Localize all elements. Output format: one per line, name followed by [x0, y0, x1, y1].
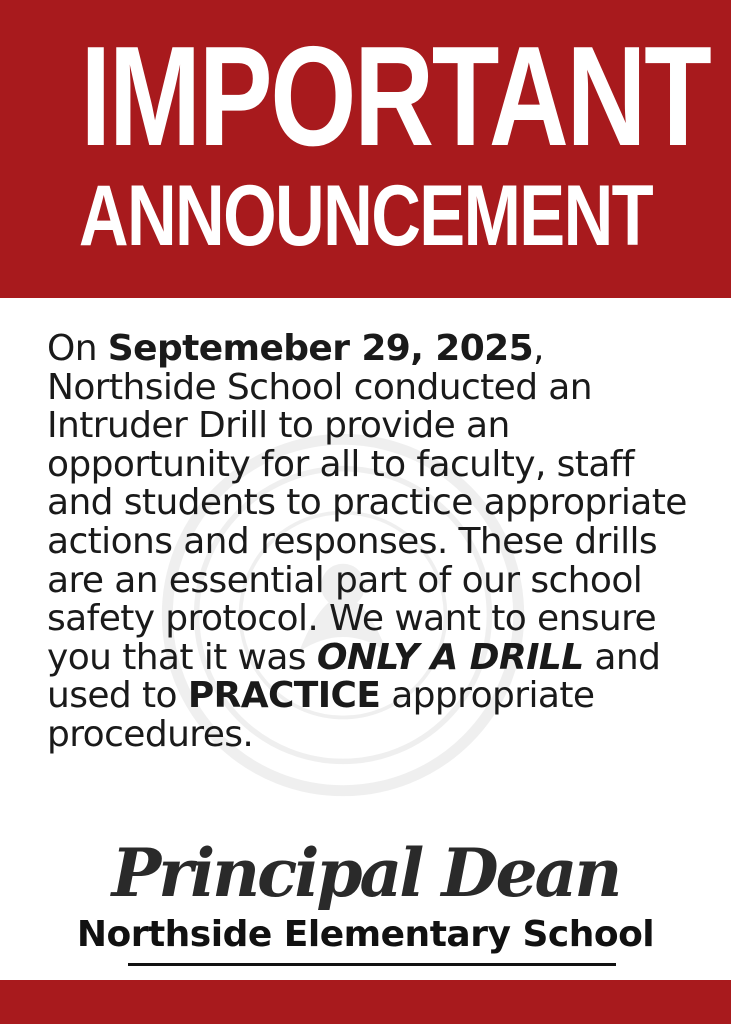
announcement-date: Septemeber 29, 2025 [107, 328, 534, 369]
announcement-text: , Northside School conducted an Intruder Drill to provide an opportunity for all to faculty, staff and students to practice appropriate actions and responses. These drills are an essential part of our school safety protocol. We want to ensure you that it was [47, 328, 687, 678]
emphasis-only-a-drill: ONLY A DRILL [316, 636, 584, 678]
title-announcement: ANNOUNCEMENT [78, 168, 653, 264]
school-name: Northside Elementary School [76, 914, 655, 955]
principal-signature: Principal Dean [111, 834, 620, 912]
signature-underline [128, 963, 616, 966]
emphasis-practice: PRACTICE [187, 675, 381, 717]
header-banner [0, 0, 731, 298]
title-important: IMPORTANT [80, 17, 710, 176]
announcement-closing: appropriate procedures. [47, 675, 595, 755]
announcement-body [47, 330, 687, 755]
announcement-middle: and used to [47, 636, 661, 717]
footer-bar [0, 980, 731, 1024]
announcement-intro: On [47, 328, 108, 369]
